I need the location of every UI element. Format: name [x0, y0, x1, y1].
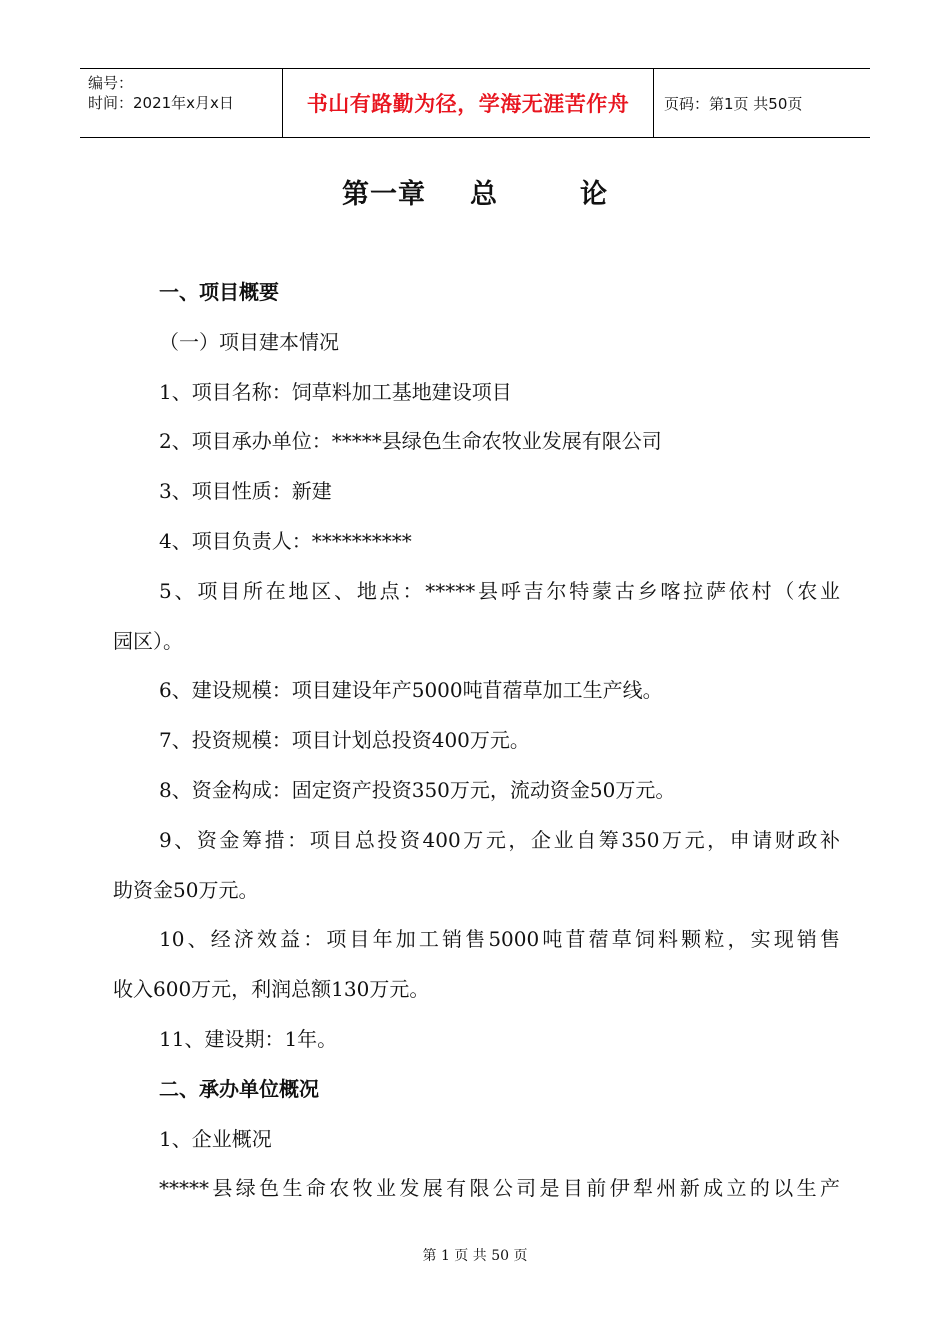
- section-heading: 一、项目概要: [159, 280, 279, 304]
- subsection-heading: （一）项目建本情况: [159, 329, 339, 354]
- item-economic-benefit-cont: 收入600万元，利润总额130万元。: [113, 977, 430, 1002]
- body-content: [113, 268, 840, 1214]
- item-construction-scale: 6、建设规模：项目建设年产5000吨苜蓿草加工生产线。: [159, 678, 663, 703]
- paragraph-company: *****县绿色生命农牧业发展有限公司是目前伊犁州新成立的以生产: [159, 1176, 840, 1201]
- item-economic-benefit: 10、经济效益：项目年加工销售5000吨苜蓿草饲料颗粒，实现销售: [159, 927, 840, 952]
- item-location: 5、项目所在地区、地点：*****县呼吉尔特蒙古乡喀拉萨依村（农业: [159, 578, 840, 603]
- time-label: 时间：2021年x月x日: [88, 94, 234, 112]
- item-project-nature: 3、项目性质：新建: [159, 479, 332, 504]
- subsection-company-overview: 1、企业概况: [159, 1126, 272, 1151]
- chapter-word-2: 论: [580, 179, 608, 210]
- item-location-cont: 园区）。: [113, 628, 183, 653]
- page-footer: 第 1 页 共 50 页: [422, 1248, 528, 1264]
- item-fund-raising-cont: 助资金50万元。: [113, 877, 259, 902]
- header-motto-cell: [282, 69, 654, 137]
- section-heading-2: 二、承办单位概况: [159, 1076, 319, 1101]
- header-page-cell: [654, 69, 870, 137]
- item-project-name: 1、项目名称：饲草料加工基地建设项目: [159, 379, 512, 404]
- item-investment-scale: 7、投资规模：项目计划总投资400万元。: [159, 728, 530, 753]
- motto-text: 书山有路勤为径，学海无涯苦作舟: [306, 92, 630, 116]
- page-label: 页码：第1页 共50页: [664, 94, 803, 113]
- item-fund-raising: 9、资金筹措：项目总投资400万元，企业自筹350万元，申请财政补: [159, 827, 840, 852]
- item-project-leader: 4、项目负责人：**********: [159, 528, 412, 553]
- chapter-word-1: 总: [470, 179, 498, 210]
- page-header: [80, 68, 870, 138]
- header-left-cell: [80, 69, 282, 137]
- item-fund-composition: 8、资金构成：固定资产投资350万元，流动资金50万元。: [159, 777, 676, 802]
- chapter-number: 第一章: [342, 179, 426, 210]
- item-construction-period: 11、建设期：1年。: [159, 1026, 338, 1051]
- chapter-title: [0, 172, 950, 211]
- number-label: 编号：: [88, 74, 134, 92]
- item-undertaking-unit: 2、项目承办单位：*****县绿色生命农牧业发展有限公司: [159, 429, 662, 454]
